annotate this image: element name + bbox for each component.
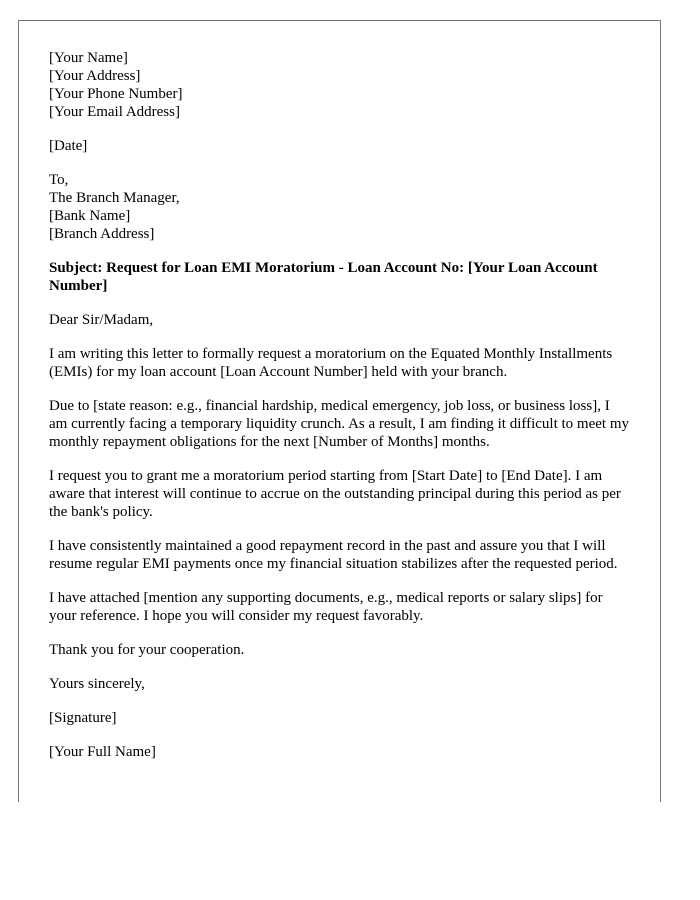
body-paragraph: I am writing this letter to formally request a moratorium on the Equated Monthly Installments (EMIs) for my loan account [Loan Account Number] held with your branch.: [49, 346, 613, 380]
body-paragraph: I request you to grant me a moratorium period starting from [Start Date] to [End Date]. I am aware that interest will continue to accrue on the outstanding principal during this period as per the bank's policy.: [49, 468, 621, 520]
letter-date: [Date]: [49, 138, 88, 154]
sender-block: [49, 49, 631, 121]
sender-address: [Your Address]: [49, 68, 141, 84]
closing-line: Yours sincerely,: [49, 676, 145, 692]
letter-content: [49, 49, 631, 761]
body-paragraph: I have consistently maintained a good repayment record in the past and assure you that I will resume regular EMI payments once my financial situation stabilizes after the requested period.: [49, 538, 618, 572]
body-paragraph: Due to [state reason: e.g., financial hardship, medical emergency, job loss, or business loss], I am currently facing a temporary liquidity crunch. As a result, I am finding it difficult to meet my monthly repayment obligations for the next [Number of Months] months.: [49, 398, 629, 450]
letter-page: [18, 20, 661, 802]
salutation: Dear Sir/Madam,: [49, 312, 154, 328]
recipient-block: [49, 171, 631, 243]
body-paragraph: I have attached [mention any supporting documents, e.g., medical reports or salary slips] for your reference. I hope you will consider my request favorably.: [49, 590, 603, 624]
recipient-bank: [Bank Name]: [49, 208, 131, 224]
signature-placeholder: [Signature]: [49, 710, 117, 726]
recipient-title: The Branch Manager,: [49, 190, 180, 206]
full-name: [Your Full Name]: [49, 744, 156, 760]
sender-email: [Your Email Address]: [49, 104, 180, 120]
sender-name: [Your Name]: [49, 50, 128, 66]
thanks-line: Thank you for your cooperation.: [49, 642, 245, 658]
sender-phone: [Your Phone Number]: [49, 86, 183, 102]
recipient-branch-address: [Branch Address]: [49, 226, 155, 242]
recipient-to: To,: [49, 172, 69, 188]
letter-subject: Subject: Request for Loan EMI Moratorium - Loan Account No: [Your Loan Account Number]: [49, 260, 598, 294]
